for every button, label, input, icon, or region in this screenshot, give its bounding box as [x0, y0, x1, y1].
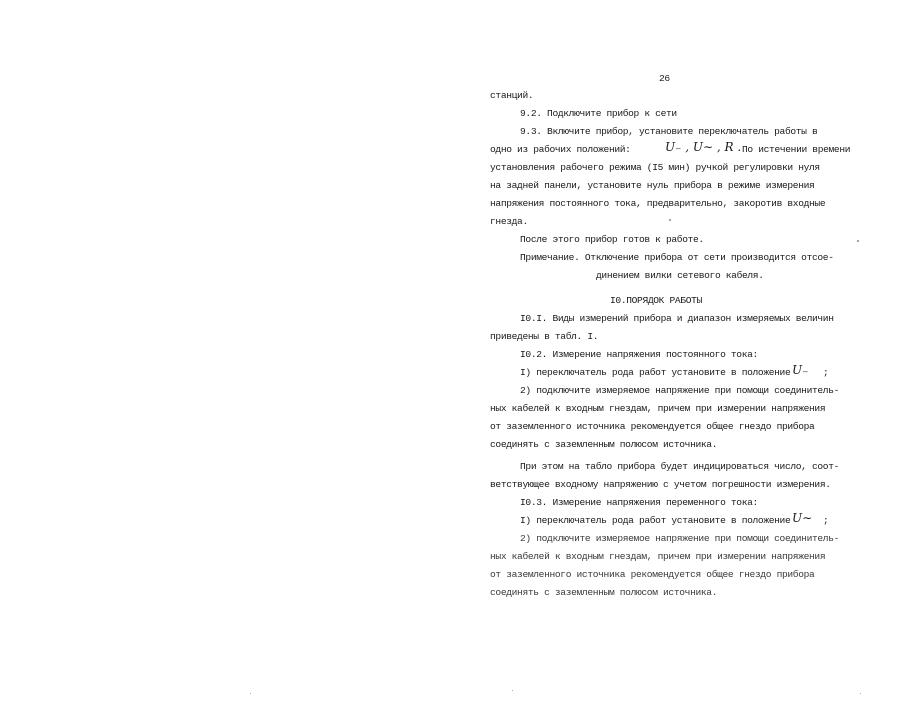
scan-speck: [860, 693, 861, 694]
text-line: на задней панели, установите нуль прибора в режиме измерения: [490, 180, 815, 191]
text-line: гнезда.: [490, 216, 528, 227]
scan-speck: [250, 693, 251, 694]
section-heading: I0.ПОРЯДОК РАБОТЫ: [610, 295, 702, 306]
text-line: от заземленного источника рекомендуется общее гнездо прибора: [490, 421, 815, 432]
text-line: После этого прибор готов к работе.: [520, 234, 704, 245]
note-line: динением вилки сетевого кабеля.: [596, 270, 764, 281]
handwritten-modes: U₋ , U∼ , R .: [665, 140, 742, 154]
text-line: установления рабочего режима (I5 мин) ручкой регулировки нуля: [490, 162, 820, 173]
text-line: I0.3. Измерение напряжения переменного тока:: [520, 497, 758, 508]
text-line: 9.2. Подключите прибор к сети: [520, 108, 677, 119]
text-line: I0.2. Измерение напряжения постоянного тока:: [520, 349, 758, 360]
scan-speck: [669, 219, 671, 221]
semicolon: ;: [823, 515, 829, 526]
text-line: По истечении времени: [742, 144, 851, 155]
text-line: 9.3. Включите прибор, установите переключатель работы в: [520, 126, 818, 137]
text-line: При этом на табло прибора будет индицироваться число, соот-: [520, 461, 840, 472]
text-line: ветствующее входному напряжению с учетом погрешности измерения.: [490, 479, 831, 490]
text-line: приведены в табл. I.: [490, 331, 599, 342]
semicolon: ;: [823, 367, 829, 378]
text-line: I0.I. Виды измерений прибора и диапазон измеряемых величин: [520, 313, 834, 324]
text-line: соединять с заземленным полюсом источника.: [490, 439, 718, 450]
text-line: станций.: [490, 90, 534, 101]
note-line: Примечание. Отключение прибора от сети производится отсое-: [520, 252, 834, 263]
text-line: соединять с заземленным полюсом источника.: [490, 587, 718, 598]
text-line: ных кабелей к входным гнездам, причем при измерении напряжения: [490, 551, 826, 562]
text-line: 2) подключите измеряемое напряжение при помощи соединитель-: [520, 533, 840, 544]
text-line: от заземленного источника рекомендуется общее гнездо прибора: [490, 569, 815, 580]
scan-speck: [512, 690, 513, 691]
text-line: 2) подключите измеряемое напряжение при помощи соединитель-: [520, 385, 840, 396]
scan-speck: [857, 240, 859, 242]
text-line: одно из рабочих положений:: [490, 144, 631, 155]
handwritten-dc-symbol: U₋: [792, 363, 809, 377]
text-line: напряжения постоянного тока, предварительно, закоротив входные: [490, 198, 826, 209]
handwritten-ac-symbol: U∼: [792, 511, 813, 525]
page-number: 26: [659, 73, 670, 84]
text-line: ных кабелей к входным гнездам, причем при измерении напряжения: [490, 403, 826, 414]
text-line: I) переключатель рода работ установите в положение: [520, 367, 791, 378]
text-line: I) переключатель рода работ установите в положение: [520, 515, 791, 526]
